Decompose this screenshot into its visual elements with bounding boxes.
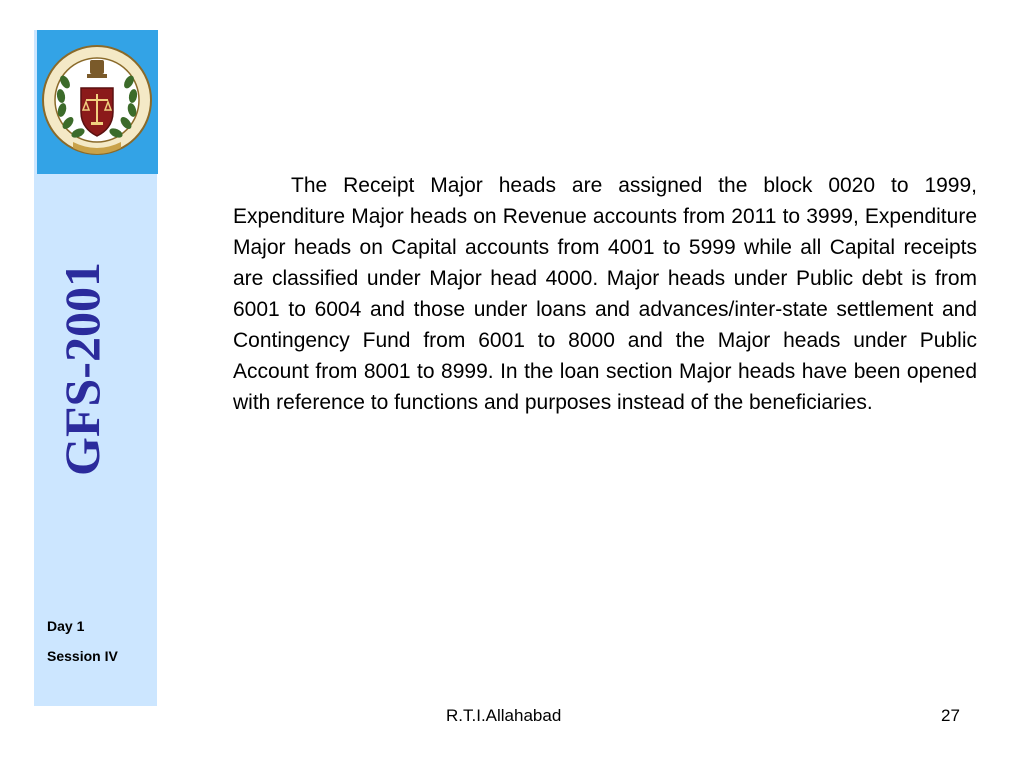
footer-organization: R.T.I.Allahabad [446, 706, 562, 725]
session-label: Session IV [47, 648, 118, 664]
logo-panel [37, 30, 158, 174]
emblem-logo-icon [37, 30, 158, 174]
vertical-title-text: GFS-2001 [54, 262, 110, 476]
day-label: Day 1 [47, 618, 85, 634]
page-number: 27 [941, 706, 960, 725]
body-paragraph: The Receipt Major heads are assigned the block 0020 to 1999, Expenditure Major heads on Revenue accounts from 2011 to 3999, Expenditure Major heads on Capital accounts from 4001 to 5999 while all Capital receipts are classified under Major head 4000. Major heads under Public debt is from 6001 to 6004 and those under loans and advances/inter-state settlement and Contingency Fund from 6001 to 8000 and the Major heads under Public Account from 8001 to 8999. In the loan section Major heads have been opened with reference to functions and purposes instead of the beneficiaries. [233, 174, 977, 414]
vertical-title [54, 248, 110, 490]
